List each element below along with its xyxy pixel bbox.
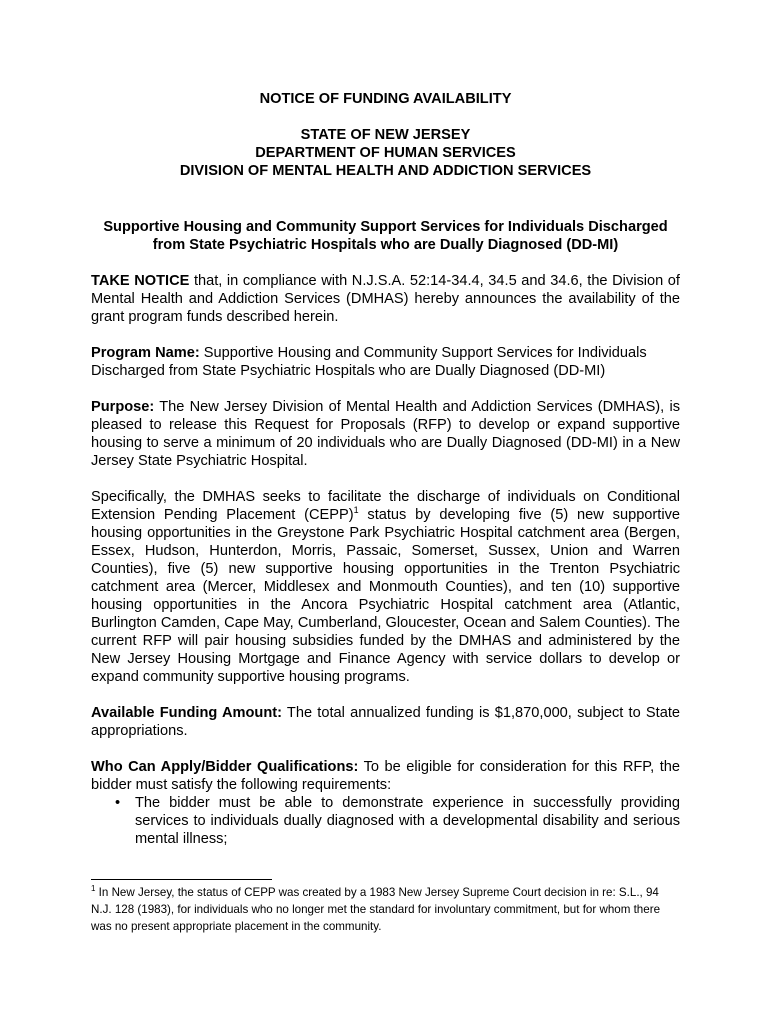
- footnote-text: In New Jersey, the status of CEPP was created by a 1983 New Jersey Supreme Court decision in re: S.L., 94 N.J. 128 (1983), for individuals who no longer met the standard for involuntary commitment, but for whom there was no present appropriate placement in the community.: [91, 886, 661, 933]
- purpose-label: Purpose:: [91, 399, 155, 415]
- program-name-text: Supportive Housing and Community Support Services for Individuals Discharged from State Psychiatric Hospitals who are Dually Diagnosed (DD-MI): [91, 345, 647, 379]
- division-line: DIVISION OF MENTAL HEALTH AND ADDICTION SERVICES: [179, 163, 592, 179]
- footnote-reference[interactable]: 1: [353, 505, 359, 515]
- program-name-paragraph: [91, 344, 680, 380]
- program-name-label: Program Name:: [91, 345, 200, 361]
- take-notice-label: TAKE NOTICE: [91, 273, 190, 289]
- specifically-text-1: Specifically, the DMHAS seeks to facilitate the discharge of individuals on Conditional Extension Pending Placement (CEPP): [91, 489, 680, 523]
- rfp-subject: [91, 218, 680, 254]
- who-can-apply-text: To be eligible for consideration for this RFP, the bidder must satisfy the following requirements:: [91, 759, 680, 793]
- funding-paragraph: [91, 704, 680, 740]
- purpose-paragraph: [91, 398, 680, 470]
- footnote-marker: 1: [91, 884, 96, 893]
- funding-text: The total annualized funding is $1,870,000, subject to State appropriations.: [91, 705, 680, 739]
- requirements-list: [91, 794, 680, 848]
- specifically-paragraph: [91, 488, 680, 686]
- take-notice-paragraph: [91, 272, 680, 326]
- purpose-text: The New Jersey Division of Mental Health and Addiction Services (DMHAS), is pleased to release this Request for Proposals (RFP) to develop or expand supportive housing to serve a minimum of 20 individuals who are Dually Diagnosed (DD-MI) in a New Jersey State Psychiatric Hospital.: [91, 399, 680, 469]
- who-can-apply-paragraph: [91, 758, 680, 794]
- agency-header: [91, 126, 680, 180]
- requirement-text: The bidder must be able to demonstrate experience in successfully providing services to individuals dually diagnosed with a developmental disability and serious mental illness;: [135, 795, 680, 847]
- who-can-apply-label: Who Can Apply/Bidder Qualifications:: [91, 759, 359, 775]
- list-item: [91, 794, 680, 848]
- funding-label: Available Funding Amount:: [91, 705, 282, 721]
- subject-line-1: Supportive Housing and Community Support Services for Individuals Discharged: [103, 219, 668, 235]
- subject-line-2: from State Psychiatric Hospitals who are Dually Diagnosed (DD-MI): [152, 237, 619, 253]
- state-line: STATE OF NEW JERSEY: [300, 127, 471, 143]
- bullet-icon: •: [115, 795, 121, 811]
- department-line: DEPARTMENT OF HUMAN SERVICES: [255, 145, 516, 161]
- notice-title: NOTICE OF FUNDING AVAILABILITY: [259, 91, 512, 107]
- take-notice-text: that, in compliance with N.J.S.A. 52:14-34.4, 34.5 and 34.6, the Division of Mental Health and Addiction Services (DMHAS) hereby announces the availability of the grant program funds described herein.: [91, 273, 680, 325]
- specifically-text-2: status by developing five (5) new supportive housing opportunities in the Greystone Park Psychiatric Hospital catchment area (Bergen, Essex, Hudson, Hunterdon, Morris, Passaic, Somerset, Sussex, Union and Warren Counties), five (5) new supportive housing opportunities in the Trenton Psychiatric catchment area (Mercer, Middlesex and Monmouth Counties), and ten (10) supportive housing opportunities in the Ancora Psychiatric Hospital catchment area (Atlantic, Burlington Camden, Cape May, Cumberland, Gloucester, Ocean and Salem Counties). The current RFP will pair housing subsidies funded by the DMHAS and administered by the New Jersey Housing Mortgage and Finance Agency with service dollars to develop or expand community supportive housing programs.: [91, 507, 680, 685]
- document-page: [91, 90, 680, 848]
- footnote: [91, 884, 680, 935]
- footnote-divider: [91, 879, 272, 880]
